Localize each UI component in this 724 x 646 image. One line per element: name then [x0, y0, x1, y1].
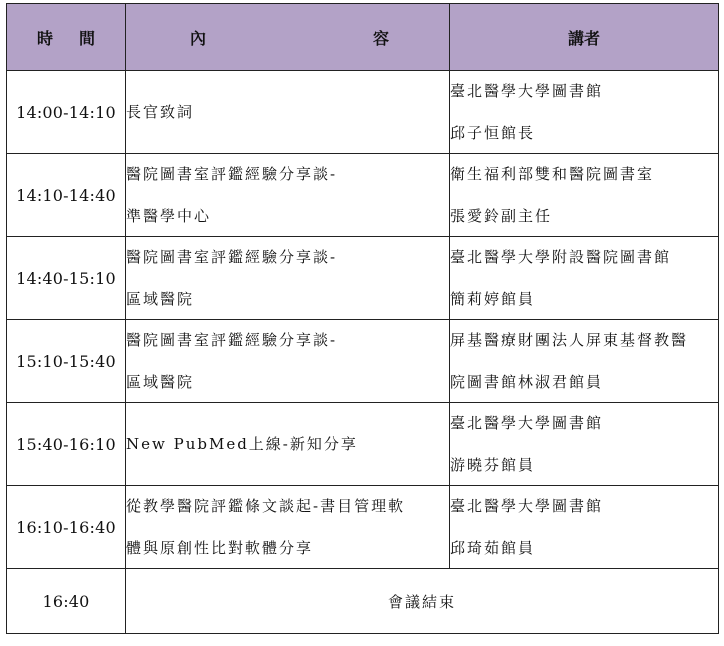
time-cell: 14:10-14:40	[7, 154, 126, 237]
schedule-table	[6, 3, 719, 634]
table-row	[7, 154, 719, 237]
header-content-char-1: 內	[190, 28, 207, 48]
content-line: 醫院圖書室評鑑經驗分享談-	[126, 165, 338, 183]
speaker-org: 臺北醫學大學圖書館	[450, 497, 604, 515]
content-line: 區域醫院	[126, 373, 195, 391]
content-line: New PubMed上線-新知分享	[126, 435, 358, 453]
content-line: 區域醫院	[126, 290, 195, 308]
speaker-person: 邱子恒館長	[450, 124, 536, 142]
speaker-cell	[450, 154, 719, 237]
speaker-person: 邱琦茹館員	[450, 539, 536, 557]
speaker-cell	[450, 486, 719, 569]
header-time-char-2: 間	[78, 28, 95, 48]
header-time-char-1: 時	[37, 28, 54, 48]
table-row	[7, 237, 719, 320]
speaker-person: 游曉芬館員	[450, 456, 536, 474]
header-speaker	[450, 4, 719, 71]
time-cell: 15:40-16:10	[7, 403, 126, 486]
table-row	[7, 320, 719, 403]
content-line: 長官致詞	[126, 103, 195, 121]
closing-text-cell: 會議結束	[126, 569, 719, 634]
content-cell	[126, 71, 450, 154]
speaker-cell	[450, 320, 719, 403]
time-cell: 14:40-15:10	[7, 237, 126, 320]
header-content	[126, 4, 450, 71]
speaker-person: 張愛鈴副主任	[450, 207, 553, 225]
time-cell: 14:00-14:10	[7, 71, 126, 154]
speaker-cell	[450, 403, 719, 486]
speaker-org: 屏基醫療財團法人屏東基督教醫	[450, 331, 689, 349]
content-cell	[126, 486, 450, 569]
time-cell: 15:10-15:40	[7, 320, 126, 403]
speaker-cell	[450, 237, 719, 320]
content-line: 醫院圖書室評鑑經驗分享談-	[126, 331, 338, 349]
closing-row	[7, 569, 719, 634]
content-line: 從教學醫院評鑑條文談起-書目管理軟	[126, 497, 406, 515]
content-line: 體與原創性比對軟體分享	[126, 539, 314, 557]
header-speaker-label: 講者	[567, 28, 600, 48]
header-content-char-2: 容	[372, 28, 389, 48]
closing-time-cell: 16:40	[7, 569, 126, 634]
speaker-org: 臺北醫學大學圖書館	[450, 82, 604, 100]
content-cell	[126, 237, 450, 320]
table-row	[7, 71, 719, 154]
speaker-person: 簡莉婷館員	[450, 290, 536, 308]
content-line: 醫院圖書室評鑑經驗分享談-	[126, 248, 338, 266]
header-time	[7, 4, 126, 71]
speaker-org: 臺北醫學大學圖書館	[450, 414, 604, 432]
time-cell: 16:10-16:40	[7, 486, 126, 569]
content-cell	[126, 320, 450, 403]
speaker-org: 臺北醫學大學附設醫院圖書館	[450, 248, 672, 266]
content-cell	[126, 403, 450, 486]
speaker-cell	[450, 71, 719, 154]
table-row	[7, 486, 719, 569]
content-cell	[126, 154, 450, 237]
speaker-org: 衛生福利部雙和醫院圖書室	[450, 165, 655, 183]
header-row	[7, 4, 719, 71]
speaker-person: 院圖書館林淑君館員	[450, 373, 604, 391]
content-line: 準醫學中心	[126, 207, 212, 225]
table-row	[7, 403, 719, 486]
